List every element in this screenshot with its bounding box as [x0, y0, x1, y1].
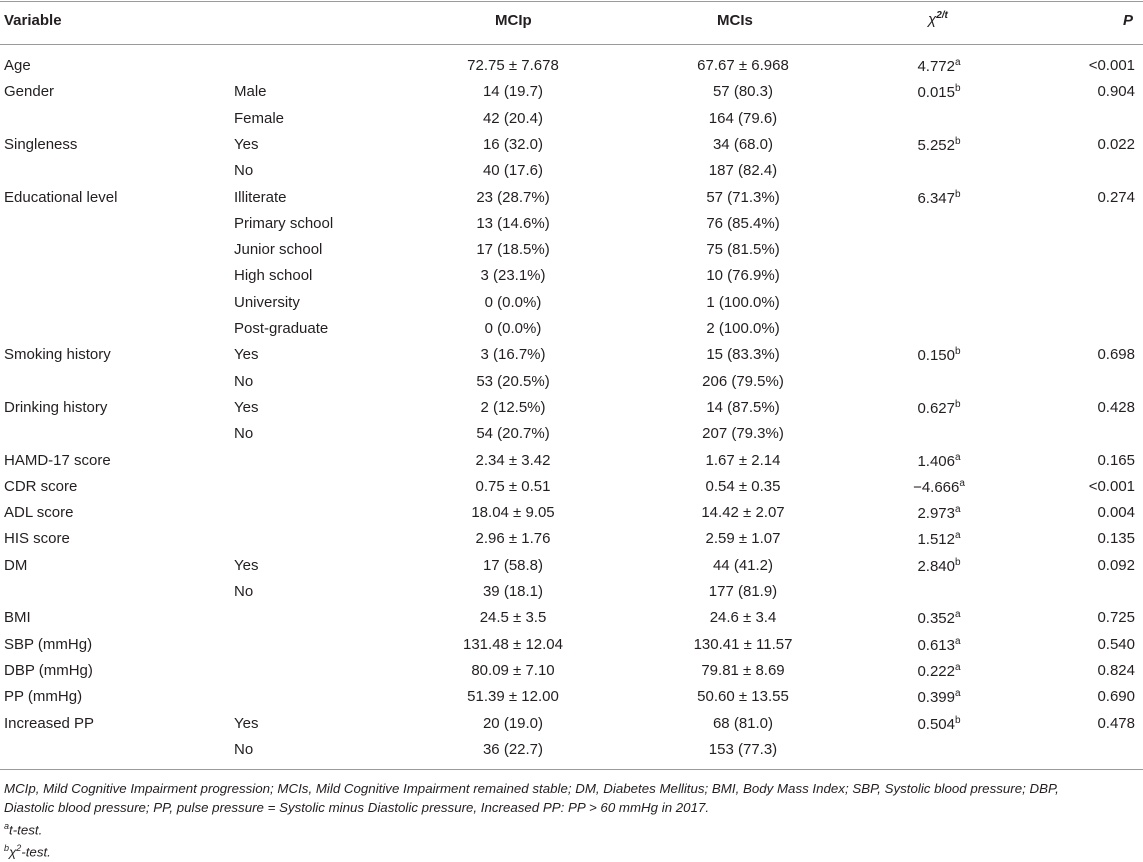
footnote-a-mark: a	[4, 821, 10, 831]
statistic-value: 1.406	[917, 452, 955, 470]
statistic-value: 0.015	[917, 84, 955, 102]
statistic-value: 0.627	[917, 399, 955, 417]
statistic-value: 4.772	[917, 58, 955, 75]
header-variable: Variable	[4, 12, 62, 29]
statistic-test-mark: a	[954, 635, 961, 647]
cell-category: Primary school	[234, 214, 334, 232]
table-row	[0, 83, 1143, 109]
statistic-value: 0.613	[917, 636, 955, 654]
cell-variable: Age	[4, 57, 31, 74]
cell-mclp: 13 (14.6%)	[476, 214, 550, 232]
cell-variable: PP (mmHg)	[4, 688, 83, 706]
cell-variable: Increased PP	[4, 714, 95, 732]
cell-mcls: 164 (79.6)	[708, 109, 778, 127]
cell-mcls: 207 (79.3%)	[702, 425, 784, 443]
statistic-test-mark: a	[954, 688, 961, 700]
footnote-a	[4, 817, 1136, 839]
cell-mclp: 51.39 ± 12.00	[467, 688, 559, 706]
header-chi-symbol: χ	[928, 11, 937, 28]
cell-mcls: 2 (100.0%)	[706, 320, 780, 337]
cell-mcls: 206 (79.5%)	[702, 372, 784, 390]
cell-statistic	[864, 557, 1014, 575]
cell-p-value: 0.165	[1097, 451, 1135, 469]
cell-mclp: 39 (18.1)	[482, 583, 544, 600]
cell-p-value: 0.725	[1097, 609, 1135, 627]
statistic-test-mark: a	[954, 661, 961, 673]
cell-mclp: 20 (19.0)	[482, 714, 544, 732]
table-row	[0, 373, 1143, 399]
cell-mcls: 1.67 ± 2.14	[705, 451, 781, 469]
cell-statistic	[864, 57, 1014, 75]
table-row	[0, 241, 1143, 267]
header-chi-superscript: 2/t	[936, 10, 948, 21]
table-row	[0, 530, 1143, 556]
cell-statistic	[864, 530, 1014, 548]
cell-mclp: 0.75 ± 0.51	[475, 477, 551, 495]
cell-category: Post-graduate	[234, 320, 329, 337]
cell-p-value: 0.428	[1097, 398, 1135, 416]
cell-p-value: 0.540	[1097, 635, 1135, 653]
cell-p-value: 0.022	[1097, 135, 1135, 153]
cell-category: No	[234, 740, 254, 758]
cell-mclp: 80.09 ± 7.10	[471, 661, 555, 679]
cell-mclp: 23 (28.7%)	[476, 188, 550, 206]
cell-statistic	[864, 662, 1014, 680]
cell-mclp: 3 (23.1%)	[480, 267, 546, 285]
statistic-test-mark: a	[954, 609, 961, 621]
cell-category: Illiterate	[234, 188, 287, 206]
table-bottom-rule	[0, 769, 1143, 770]
cell-mcls: 34 (68.0)	[712, 135, 774, 153]
cell-mcls: 14 (87.5%)	[706, 398, 780, 416]
cell-mclp: 36 (22.7)	[482, 740, 544, 758]
statistic-value: 5.252	[917, 136, 955, 154]
cell-mcls: 44 (41.2)	[712, 556, 774, 574]
statistic-test-mark: b	[954, 398, 961, 410]
cell-mcls: 1 (100.0%)	[706, 293, 780, 311]
cell-statistic	[864, 83, 1014, 101]
cell-mcls: 187 (82.4)	[708, 162, 778, 180]
cell-variable: CDR score	[4, 477, 78, 495]
cell-variable: Smoking history	[4, 346, 111, 364]
footnote-b-text: -test.	[21, 844, 51, 860]
cell-p-value: <0.001	[1088, 477, 1135, 495]
cell-category: High school	[234, 267, 313, 285]
cell-p-value: 0.092	[1097, 556, 1135, 574]
cell-category: Yes	[234, 714, 259, 732]
table-row	[0, 346, 1143, 372]
statistic-value: 0.352	[917, 610, 955, 628]
cell-mclp: 16 (32.0)	[482, 135, 544, 153]
cell-p-value: 0.135	[1097, 530, 1135, 548]
statistic-test-mark: a	[954, 504, 961, 516]
cell-mcls: 24.6 ± 3.4	[709, 609, 777, 627]
cell-category: Yes	[234, 346, 259, 364]
statistic-test-mark: b	[954, 188, 961, 200]
table-row	[0, 215, 1143, 241]
cell-p-value: 0.690	[1097, 688, 1135, 706]
cell-mclp: 54 (20.7%)	[476, 425, 550, 443]
statistic-test-mark: b	[954, 556, 961, 568]
table-footnotes	[4, 779, 1136, 862]
cell-variable: DBP (mmHg)	[4, 661, 93, 679]
cell-statistic	[864, 478, 1014, 496]
cell-p-value: 0.004	[1097, 504, 1135, 522]
footnote-b-superscript: 2	[16, 843, 22, 854]
cell-mclp: 2.96 ± 1.76	[475, 530, 551, 548]
table-row	[0, 478, 1143, 504]
table-row	[0, 741, 1143, 767]
cell-variable: HAMD-17 score	[4, 451, 111, 469]
cell-statistic	[864, 688, 1014, 706]
table-row	[0, 557, 1143, 583]
cell-mcls: 57 (71.3%)	[706, 188, 780, 206]
table-row	[0, 425, 1143, 451]
cell-category: No	[234, 425, 254, 443]
table-row	[0, 136, 1143, 162]
cell-mclp: 0 (0.0%)	[484, 320, 542, 337]
cell-mclp: 18.04 ± 9.05	[471, 504, 555, 522]
cell-mcls: 2.59 ± 1.07	[705, 530, 781, 548]
cell-mclp: 24.5 ± 3.5	[479, 609, 547, 627]
cell-mcls: 75 (81.5%)	[706, 241, 780, 259]
cell-statistic	[864, 715, 1014, 733]
cell-category: Yes	[234, 398, 259, 416]
cell-mclp: 53 (20.5%)	[476, 372, 550, 390]
cell-statistic	[864, 346, 1014, 364]
footnote-b	[4, 839, 1136, 861]
cell-p-value: 0.698	[1097, 346, 1135, 364]
cell-mcls: 14.42 ± 2.07	[701, 504, 785, 522]
cell-mclp: 72.75 ± 7.678	[467, 57, 559, 74]
header-p-value: P	[1122, 12, 1133, 29]
abbreviations-line-1: MCIp, Mild Cognitive Impairment progression; MCIs, Mild Cognitive Impairment remained stable; DM, Diabetes Mellitus; BMI, Body Mass Index; SBP, Systolic blood pressure; DBP,	[4, 781, 1059, 796]
cell-statistic	[864, 189, 1014, 207]
cell-p-value: 0.824	[1097, 661, 1135, 679]
statistic-value: 2.973	[917, 505, 955, 523]
cell-statistic	[864, 504, 1014, 522]
footnote-b-mark: b	[4, 843, 10, 854]
table-row	[0, 189, 1143, 215]
cell-variable: BMI	[4, 609, 31, 627]
footnote-a-text: t-test.	[9, 822, 43, 838]
table-row	[0, 294, 1143, 320]
cell-category: Yes	[234, 135, 259, 153]
statistic-value: 0.399	[917, 689, 955, 707]
table-row	[0, 583, 1143, 609]
cell-variable: Singleness	[4, 135, 78, 153]
statistic-value: 2.840	[917, 557, 955, 575]
table-row	[0, 267, 1143, 293]
cell-category: Female	[234, 109, 285, 127]
cell-p-value: <0.001	[1088, 57, 1135, 74]
cell-statistic	[864, 399, 1014, 417]
header-statistic	[928, 10, 948, 28]
header-mclp: MCIp	[495, 12, 532, 29]
statistic-value: −4.666	[913, 478, 960, 496]
abbreviations-line-2: Diastolic blood pressure; PP, pulse pressure = Systolic minus Diastolic pressure, Increased PP: PP > 60 mmHg in 2017.	[4, 800, 710, 815]
statistic-test-mark: b	[954, 714, 961, 726]
cell-category: University	[234, 293, 300, 311]
table-row	[0, 504, 1143, 530]
cell-mclp: 3 (16.7%)	[480, 346, 546, 364]
statistic-value: 0.150	[917, 347, 955, 365]
cell-mcls: 79.81 ± 8.69	[701, 661, 785, 679]
header-rule	[0, 44, 1143, 45]
table-row	[0, 662, 1143, 688]
cell-mclp: 40 (17.6)	[482, 162, 544, 180]
statistic-value: 0.504	[917, 715, 955, 733]
cell-category: Yes	[234, 556, 259, 574]
cell-mcls: 15 (83.3%)	[706, 346, 780, 364]
cell-variable: DM	[4, 556, 28, 574]
cell-variable: Drinking history	[4, 398, 108, 416]
cell-mclp: 0 (0.0%)	[484, 293, 542, 311]
cell-mclp: 17 (18.5%)	[476, 241, 550, 259]
cell-mcls: 67.67 ± 6.968	[697, 57, 789, 74]
cell-mclp: 2.34 ± 3.42	[475, 451, 551, 469]
table-top-rule	[0, 1, 1143, 2]
cell-variable: SBP (mmHg)	[4, 635, 93, 653]
statistic-test-mark: b	[954, 135, 961, 147]
statistic-value: 6.347	[917, 189, 955, 207]
table-row	[0, 636, 1143, 662]
cell-statistic	[864, 636, 1014, 654]
table-row	[0, 57, 1143, 83]
table-row	[0, 715, 1143, 741]
cell-mclp: 42 (20.4)	[482, 109, 544, 127]
cell-mcls: 0.54 ± 0.35	[705, 477, 781, 495]
table-row	[0, 320, 1143, 346]
statistic-test-mark: a	[959, 477, 965, 489]
cell-mcls: 76 (85.4%)	[706, 214, 780, 232]
cell-statistic	[864, 452, 1014, 470]
cell-mcls: 130.41 ± 11.57	[693, 635, 793, 653]
cell-p-value: 0.904	[1097, 83, 1135, 101]
cell-mcls: 10 (76.9%)	[706, 267, 780, 285]
statistic-value: 1.512	[917, 531, 955, 549]
statistic-test-mark: b	[954, 83, 961, 95]
cell-mcls: 57 (80.3)	[712, 83, 774, 101]
statistic-test-mark: b	[954, 346, 961, 358]
cell-category: No	[234, 372, 254, 390]
statistic-test-mark: a	[954, 530, 961, 542]
cell-p-value: 0.478	[1097, 714, 1135, 732]
cell-variable: HIS score	[4, 530, 70, 548]
cell-p-value: 0.274	[1097, 188, 1135, 206]
cell-variable: ADL score	[4, 504, 74, 522]
cell-statistic	[864, 609, 1014, 627]
statistic-test-mark: a	[954, 57, 961, 68]
cell-statistic	[864, 136, 1014, 154]
cell-mclp: 14 (19.7)	[482, 83, 544, 101]
statistic-value: 0.222	[917, 662, 955, 680]
cell-mclp: 2 (12.5%)	[480, 398, 546, 416]
cell-category: No	[234, 162, 254, 180]
cell-mcls: 177 (81.9)	[708, 583, 778, 600]
cell-category: Male	[234, 83, 267, 101]
cell-mcls: 50.60 ± 13.55	[697, 688, 789, 706]
cell-category: Junior school	[234, 241, 323, 259]
table-row	[0, 162, 1143, 188]
cell-variable: Gender	[4, 83, 55, 101]
cell-mclp: 17 (58.8)	[482, 556, 544, 574]
table-row	[0, 609, 1143, 635]
table-row	[0, 452, 1143, 478]
header-mcls: MCIs	[717, 12, 753, 29]
table-row	[0, 110, 1143, 136]
cell-mcls: 68 (81.0)	[712, 714, 774, 732]
cell-variable: Educational level	[4, 188, 118, 206]
cell-category: No	[234, 583, 254, 600]
cell-mcls: 153 (77.3)	[708, 740, 778, 758]
footnote-b-chi: χ	[9, 844, 17, 860]
table-row	[0, 688, 1143, 714]
table-row	[0, 399, 1143, 425]
cell-mclp: 131.48 ± 12.04	[463, 635, 563, 653]
statistic-test-mark: a	[954, 451, 961, 463]
